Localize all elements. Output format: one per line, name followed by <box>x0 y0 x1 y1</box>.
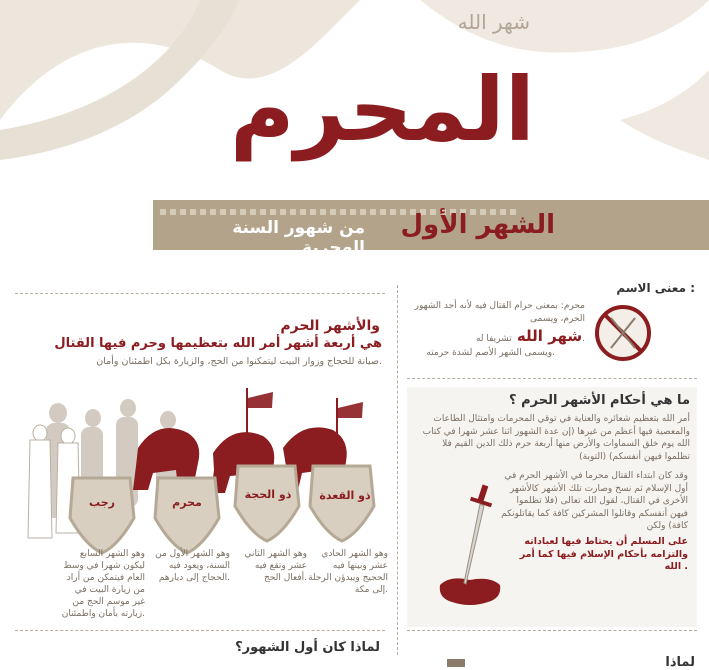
section-divider <box>407 630 697 631</box>
month-desc-rajab: وهو الشهر السابع ليكون شهرا في وسط العام فيتمكن من أراد من زيارة البيت في غير موسم الحج من زيارته بأمان واطمئنان. <box>61 549 145 619</box>
bottom-right-heading: لماذا <box>665 655 695 670</box>
rulings-paragraph-2: وقد كان ابتداء القتال محرما في الأشهر الحرم في أول الإسلام ثم نسخ وصارت تلك الأشهر كالأشهر الأخرى في القتال، لقول الله تعالى (فلا تظلموا فيهن أنفسكم وقاتلوا المشركين كافة كما يقاتلونكم كافة) ولكن <box>501 471 688 531</box>
name-meaning-highlight <box>460 327 585 345</box>
main-title: المحرم <box>230 58 535 161</box>
name-meaning-small: ويسمى الشهر الأصم لشدة حرمته. <box>426 348 555 358</box>
section-divider <box>407 378 697 379</box>
rulings-title: ما هي أحكام الأشهر الحرم ؟ <box>509 393 690 408</box>
month-desc-dhul-hijjah: وهو الشهر الثاني عشر وتقع فيه أفعال الحج. <box>244 549 307 583</box>
rulings-paragraph-3: على المسلم أن يحتاط فيها لعباداته والتزامه بأحكام الإسلام فيها كما أمر الله . <box>519 536 688 572</box>
sacred-months-purpose: صيانة للحجاج وزوار البيت ليتمكنوا من الحج، والزيارة بكل اطمئنان وأمان. <box>96 356 382 367</box>
column-divider <box>397 285 398 655</box>
name-meaning-big: شهر الله <box>516 327 583 345</box>
sword-illustration <box>430 480 510 610</box>
banner-subtitle: من شهور السنة الهجرية <box>232 218 365 258</box>
section-divider <box>15 630 385 631</box>
no-fighting-icon <box>593 303 653 363</box>
month-desc-dhul-qadah: وهو الشهر الحادي عشر وبينها فيه الحجيج ويبدؤن الرحلة إلى مكة. <box>308 549 388 595</box>
page-marker <box>447 659 465 667</box>
shield-label-rajab: رجب <box>89 496 115 509</box>
shield-label-dhul-qadah: ذو القعدة <box>319 489 371 502</box>
shield-label-dhul-hijjah: ذو الحجة <box>244 488 292 501</box>
battle-illustration <box>18 378 388 558</box>
top-label: شهر الله <box>457 10 530 34</box>
banner-title: الشهر الأول <box>400 210 555 240</box>
why-first-heading: لماذا كان أول الشهور؟ <box>235 640 380 655</box>
name-meaning-title: معنى الاسم : <box>616 281 695 295</box>
sacred-months-title: والأشهر الحرم <box>280 318 380 334</box>
rulings-paragraph-1: أمر الله بتعظيم شعائره والعناية في توقي المحرمات وامتثال الطاعات والمعصية فيها أعظم من غيرها (إن عدة الشهور اثنا عشر شهرا في كتاب الله يوم خلق السماوات والأرض منها أربعة حرم ذلك الدين القيم فلا تظلموا فيهن أنفسكم) (التوبة) <box>422 414 690 462</box>
sacred-months-intro: هي أربعة أشهر أمر الله بتعظيمها وحرم فيها القتال <box>54 336 382 351</box>
section-divider <box>15 293 385 294</box>
shield-label-muharram: محرم <box>172 496 202 509</box>
month-desc-muharram: وهو الشهر الأول من السنة، ويعود فيه الحجاج إلى ديارهم. <box>155 549 230 583</box>
name-meaning-big-suffix: تشريفا له. <box>475 334 585 344</box>
name-meaning-text: محرم: بمعنى حرام القتال فيه لأنه أحد الشهور الحرم، ويسمى <box>414 301 585 324</box>
